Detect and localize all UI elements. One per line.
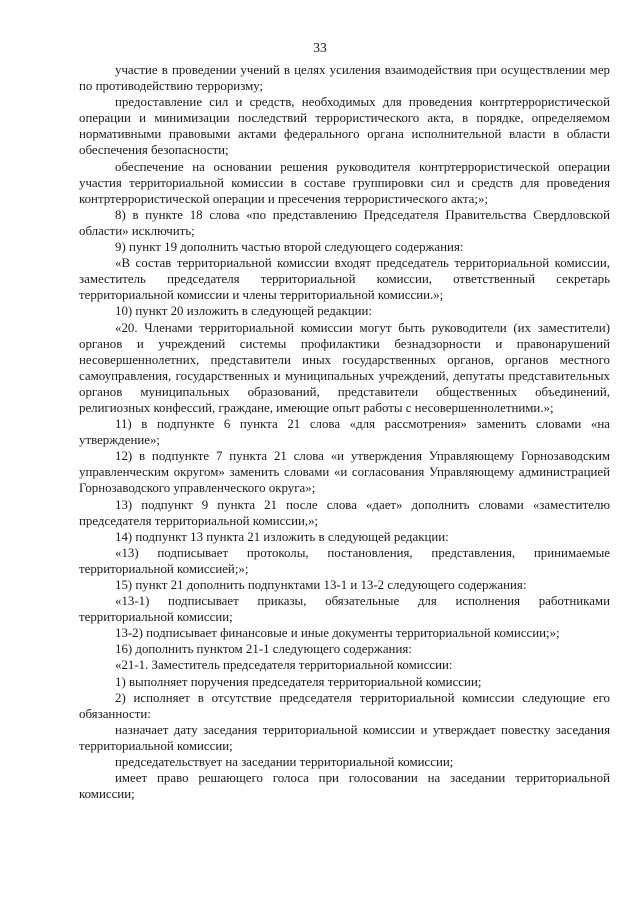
paragraph-12: 14) подпункт 13 пункта 21 изложить в следующей редакции: bbox=[115, 529, 449, 544]
paragraph-20: 2) исполняет в отсутствие председателя территориальной комиссии следующие его обязанности: bbox=[79, 690, 610, 721]
paragraph-13: «13) подписывает протоколы, постановления, представления, принимаемые территориальной комиссией;»; bbox=[79, 545, 610, 576]
paragraph-21: назначает дату заседания территориальной комиссии и утверждает повестку заседания территориальной комиссии; bbox=[79, 722, 610, 753]
paragraph-14: 15) пункт 21 дополнить подпунктами 13-1 и 13-2 следующего содержания: bbox=[115, 578, 527, 592]
paragraph-3: обеспечение на основании решения руководителя контртеррористической операции участия территориальной комиссии в составе группировки сил и средств для проведения контртеррористической операции и пресечения террористического акта;»; bbox=[79, 159, 610, 206]
paragraph-8: «20. Членами территориальной комиссии могут быть руководители (их заместители) органов и учреждений системы профилактики безнадзорности и правонарушений несовершеннолетних, представители иных государственных органов, органов местного самоуправления, государственных и муниципальных учреждений, депутаты представительных органов муниципальных образований, представители общественных объединений, религиозных конфессий, граждане, имеющие опыт работы с несовершеннолетними.»; bbox=[79, 320, 610, 415]
paragraph-19: 1) выполняет поручения председателя территориальной комиссии; bbox=[115, 674, 482, 689]
paragraph-22: председательствует на заседании территориальной комиссии; bbox=[115, 755, 454, 770]
paragraph-2: предоставление сил и средств, необходимых для проведения контртеррористической операции и минимизации последствий террористического акта, в порядке, определяемом нормативными правовыми актами федерального органа исполнительной власти в области обеспечения безопасности; bbox=[79, 95, 610, 158]
paragraph-4: 8) в пункте 18 слова «по представлению Председателя Правительства Свердловской области» исключить; bbox=[79, 207, 610, 238]
paragraph-15: «13-1) подписывает приказы, обязательные для исполнения работниками территориальной комиссии; bbox=[79, 594, 610, 625]
paragraph-17: 16) дополнить пунктом 21-1 следующего содержания: bbox=[115, 642, 412, 657]
paragraph-9: 11) в подпункте 6 пункта 21 слова «для рассмотрения» заменить словами «на утверждение»; bbox=[79, 417, 610, 448]
paragraph-23: имеет право решающего голоса при голосовании на заседании территориальной комиссии; bbox=[79, 771, 610, 802]
paragraph-6: «В состав территориальной комиссии входят председатель территориальной комиссии, заместитель председателя территориальной комиссии, ответственный секретарь территориальной комиссии и члены территориальной комиссии.»; bbox=[79, 256, 610, 303]
paragraph-18: «21-1. Заместитель председателя территориальной комиссии: bbox=[115, 658, 453, 673]
paragraph-16: 13-2) подписывает финансовые и иные документы территориальной комиссии;»; bbox=[115, 626, 560, 641]
paragraph-7: 10) пункт 20 изложить в следующей редакции: bbox=[115, 304, 373, 319]
paragraph-10: 12) в подпункте 7 пункта 21 слова «и утверждения Управляющему Горнозаводским управленческим округом» заменить словами «и согласования Управляющему администрацией Горнозаводского управленческого округа»; bbox=[79, 449, 610, 496]
paragraph-1: участие в проведении учений в целях усиления взаимодействия при осуществлении мер по противодействию терроризму; bbox=[79, 63, 610, 94]
page-number: 33 bbox=[313, 40, 327, 55]
paragraph-5: 9) пункт 19 дополнить частью второй следующего содержания: bbox=[115, 240, 464, 255]
paragraph-11: 13) подпункт 9 пункта 21 после слова «дает» дополнить словами «заместителю председателя территориальной комиссии,»; bbox=[79, 497, 610, 528]
document-body bbox=[79, 62, 610, 802]
